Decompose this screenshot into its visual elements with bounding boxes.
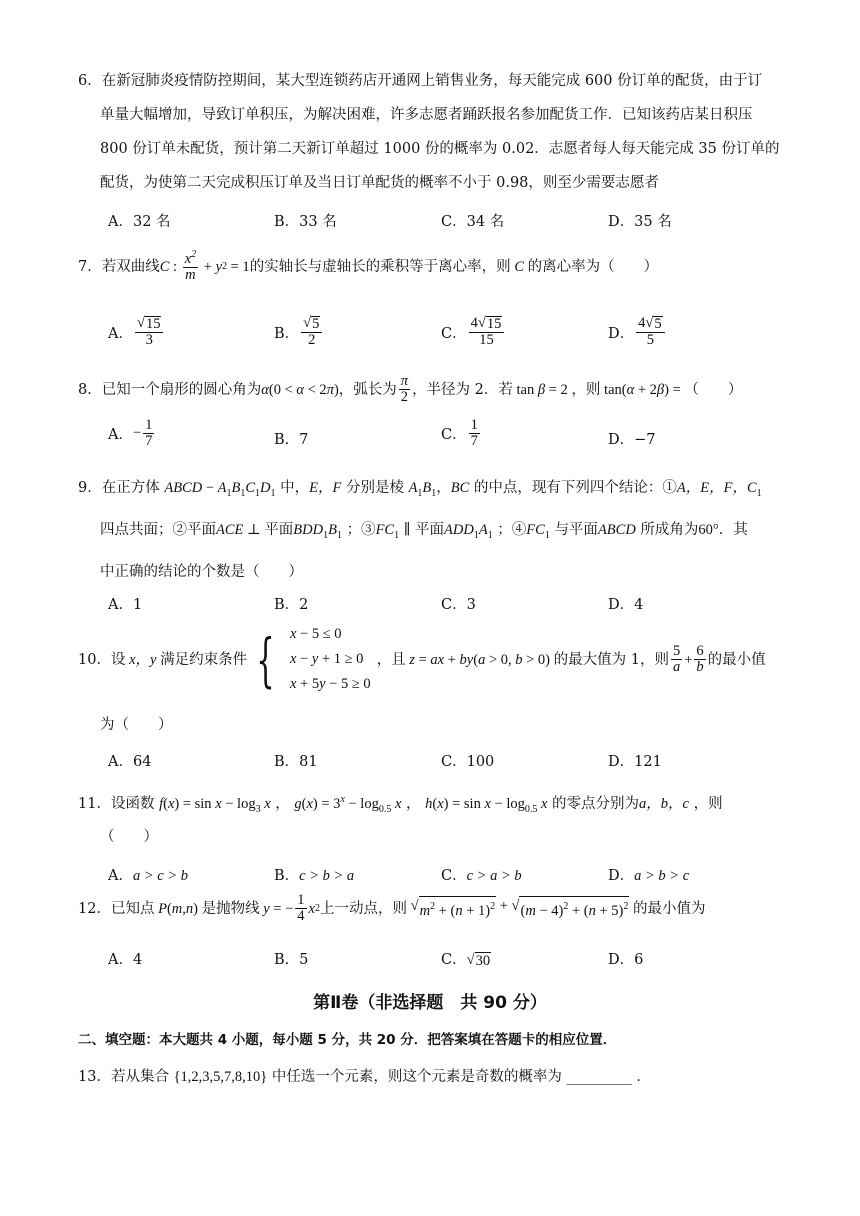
question-10-line-2: 为（ ）: [100, 717, 173, 733]
option-c[interactable]: C．√ 30: [441, 952, 491, 969]
question-6-line-2: 单量大幅增加，导致订单积压，为解决困难，许多志愿者踊跃报名参加配货工作．已知该药店某日积压: [100, 107, 753, 123]
question-11-line-2: （ ）: [100, 829, 158, 845]
question-8-text-5: （ ）: [684, 381, 743, 398]
option-b[interactable]: B． √ 5 2: [274, 316, 324, 348]
question-8: [78, 374, 798, 405]
option-a[interactable]: A． − $\frac{1}{7}$: [108, 417, 153, 450]
option-b[interactable]: B．33 名: [274, 214, 337, 230]
option-c[interactable]: C． $\frac{1}{7}$: [441, 417, 478, 450]
option-b[interactable]: B．81: [274, 754, 318, 770]
option-c[interactable]: C．c > a > b: [441, 868, 522, 884]
angle-alpha: α(0 < α < 2π): [261, 381, 339, 398]
question-8-text-2: ，弧长为: [338, 381, 397, 398]
option-d[interactable]: D．121: [608, 754, 662, 770]
question-8-options: [108, 418, 808, 458]
question-8-text-1: 8．已知一个扇形的圆心角为: [78, 381, 262, 398]
hyperbola-equation: C : $\frac{x^2}{m}$ + y 2 = 1: [159, 249, 250, 284]
arc-length: $\frac{\pi}{2}$: [400, 373, 409, 406]
option-d[interactable]: D．4: [608, 597, 644, 613]
option-a[interactable]: A．1: [108, 597, 143, 613]
option-a[interactable]: A．a > c > b: [108, 868, 188, 884]
question-7-options: [108, 316, 808, 362]
option-c[interactable]: C． 4√ 15 15: [441, 316, 506, 348]
question-9: [78, 470, 798, 590]
option-c[interactable]: C．34 名: [441, 214, 505, 230]
question-10: 10．设 x，y 满足约束条件 { x − 5 ≤ 0 x − y + 1 ≥ 0 x + 5y − 5 ≥ 0 ，且 z = ax + by(a > 0, b > 0) 的最大值为 1，则 $\frac{5}{a}$ + $\frac{6}{b}$ 的最小值: [78, 622, 798, 697]
question-8-text-4: ，则: [571, 381, 601, 398]
answer-blank[interactable]: _________: [566, 1069, 632, 1085]
section-2-heading: 二、填空题：本大题共 4 小题，每小题 5 分，共 20 分．把答案填在答题卡的相应位置．: [78, 1032, 617, 1048]
option-c[interactable]: C．3: [441, 597, 476, 613]
part-2-title: 第Ⅱ卷（非选择题 共 90 分）: [313, 993, 547, 1013]
question-7-prefix: 7．若双曲线: [78, 258, 160, 275]
option-d[interactable]: D． 4√ 5 5: [608, 316, 667, 348]
constraint-system: { x − 5 ≤ 0 x − y + 1 ≥ 0 x + 5y − 5 ≥ 0: [256, 625, 371, 694]
question-7-suffix: 的实轴长与虚轴长的乘积等于离心率，则: [249, 258, 511, 275]
question-12: 12．已知点 P(m,n) 是抛物线 y = − $\frac{1}{4}$ x 2 上一动点，则 √ $m^2 + (n + 1)^2$ + √ $(m - 4)^2 + (n + 5)^2$ 的最小值为: [78, 892, 706, 925]
option-b[interactable]: B．7: [274, 432, 309, 448]
question-7: [78, 250, 798, 283]
option-a[interactable]: A．32 名: [108, 214, 171, 230]
option-d[interactable]: D．−7: [608, 432, 656, 448]
tan-beta: tan β = 2: [512, 381, 572, 398]
question-6-line-4: 配货，为使第二天完成积压订单及当日订单配货的概率不小于 0.98，则至少需要志愿者: [100, 175, 659, 191]
option-d[interactable]: D．a > b > c: [608, 868, 690, 884]
option-b[interactable]: B．2: [274, 597, 309, 613]
tan-expression: tan(α + 2β) =: [600, 381, 685, 398]
option-a[interactable]: A． √ 15 3: [108, 316, 165, 348]
question-9-line-1: 9．在正方体 ABCD − $A_1B_1C_1D_1$ 中，E，F 分别是棱 $A_1B_1$，BC 的中点，现有下列四个结论：①A，E，F，$C_1$: [78, 480, 762, 499]
question-9-line-3: 中正确的结论的个数是（ ）: [100, 563, 303, 580]
set-values: {1,2,3,5,7,8,10}: [173, 1069, 268, 1085]
var-c: C: [510, 258, 528, 275]
option-b[interactable]: B．5: [274, 952, 309, 968]
question-6: [78, 64, 798, 200]
option-c[interactable]: C．100: [441, 754, 495, 770]
option-d[interactable]: D．6: [608, 952, 644, 968]
question-8-text-3: ，半径为 2．若: [412, 381, 513, 398]
option-d[interactable]: D．35 名: [608, 214, 672, 230]
question-6-line-3: 800 份订单未配货，预计第二天新订单超过 1000 份的概率为 0.02．志愿者每人每天能完成 35 份订单的: [100, 141, 780, 157]
question-11: 11．设函数 $f(x) = \sin x - \log_3 x$ ， $g(x) = 3^x - \log_{0.5} x$ ， $h(x) = \sin x - \log_{0.5} x$ 的零点分别为a，b，c ，则: [78, 794, 723, 815]
question-13: 13．若从集合 {1,2,3,5,7,8,10} 中任选一个元素，则这个元素是奇数的概率为 _________ ．: [78, 1069, 651, 1085]
question-7-suffix-2: 的离心率为（ ）: [527, 258, 659, 275]
option-a[interactable]: A．4: [108, 952, 143, 968]
option-a[interactable]: A．64: [108, 754, 152, 770]
question-6-line-1: 6．在新冠肺炎疫情防控期间，某大型连锁药店开通网上销售业务，每天能完成 600 份订单的配货，由于订: [78, 73, 763, 89]
question-9-line-2: 四点共面；②平面ACE ⊥ 平面$BDD_1B_1$ ；$③FC_1$ ∥ 平面$ADD_1A_1$ ；$④FC_1$ 与平面ABCD 所成角为60°．其: [100, 521, 748, 541]
option-b[interactable]: B．c > b > a: [274, 868, 355, 884]
